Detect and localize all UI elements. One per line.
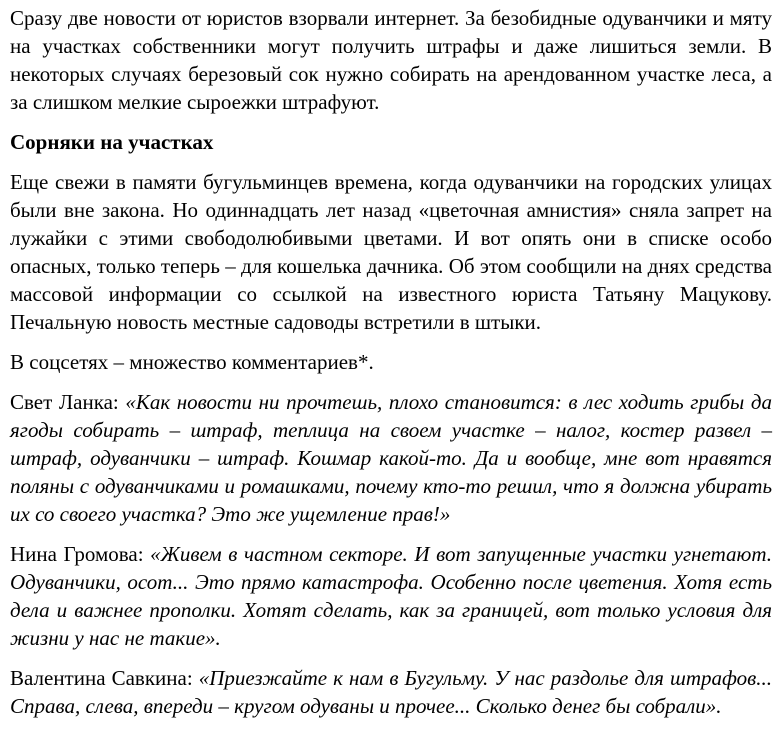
comment-author: Валентина Савкина: [10,666,199,690]
intro-paragraph: Сразу две новости от юристов взорвали интернет. За безобидные одуванчики и мяту на участках собственники могут получить штрафы и даже лишиться земли. В некоторых случаях березовый сок нужно собирать на арендованном участке леса, а за слишком мелкие сыроежки штрафуют. [10,6,772,114]
comment-1 [10,388,772,528]
body-paragraph-2: В соцсетях – множество комментариев*. [10,350,374,374]
comment-2 [10,540,772,652]
section-heading: Сорняки на участках [10,130,214,154]
comment-author: Свет Ланка: [10,390,126,414]
comment-quote: «Как новости ни прочтешь, плохо становится: в лес ходить грибы да ягоды собирать – штраф, теплица на своем участке – налог, костер развел – штраф, одуванчики – штраф. Кошмар какой-то. Да и вообще, мне вот нравятся поляны с одуванчиками и ромашками, почему кто-то решил, что я должна убирать их со своего участка? Это же ущемление прав!» [10,390,773,526]
comment-author: Нина Громова: [10,542,151,566]
comment-3 [10,664,772,720]
body-paragraph-1: Еще свежи в памяти бугульминцев времена, когда одуванчики на городских улицах были вне закона. Но одиннадцать лет назад «цветочная амнистия» сняла запрет на лужайки с этими свободолюбивыми цветами. И вот опять они в списке особо опасных, только теперь – для кошелька дачника. Об этом сообщили на днях средства массовой информации со ссылкой на известного юриста Татьяну Мацукову. Печальную новость местные садоводы встретили в штыки. [10,170,772,334]
comment-quote: «Приезжайте к нам в Бугульму. У нас раздолье для штрафов... Справа, слева, впереди – кругом одуваны и прочее... Сколько денег бы собрали». [10,666,772,718]
comment-quote: «Живем в частном секторе. И вот запущенные участки угнетают. Одуванчики, осот... Это прямо катастрофа. Особенно после цветения. Хотя есть дела и важнее прополки. Хотят сделать, как за границей, вот только условия для жизни у нас не такие». [10,542,773,650]
